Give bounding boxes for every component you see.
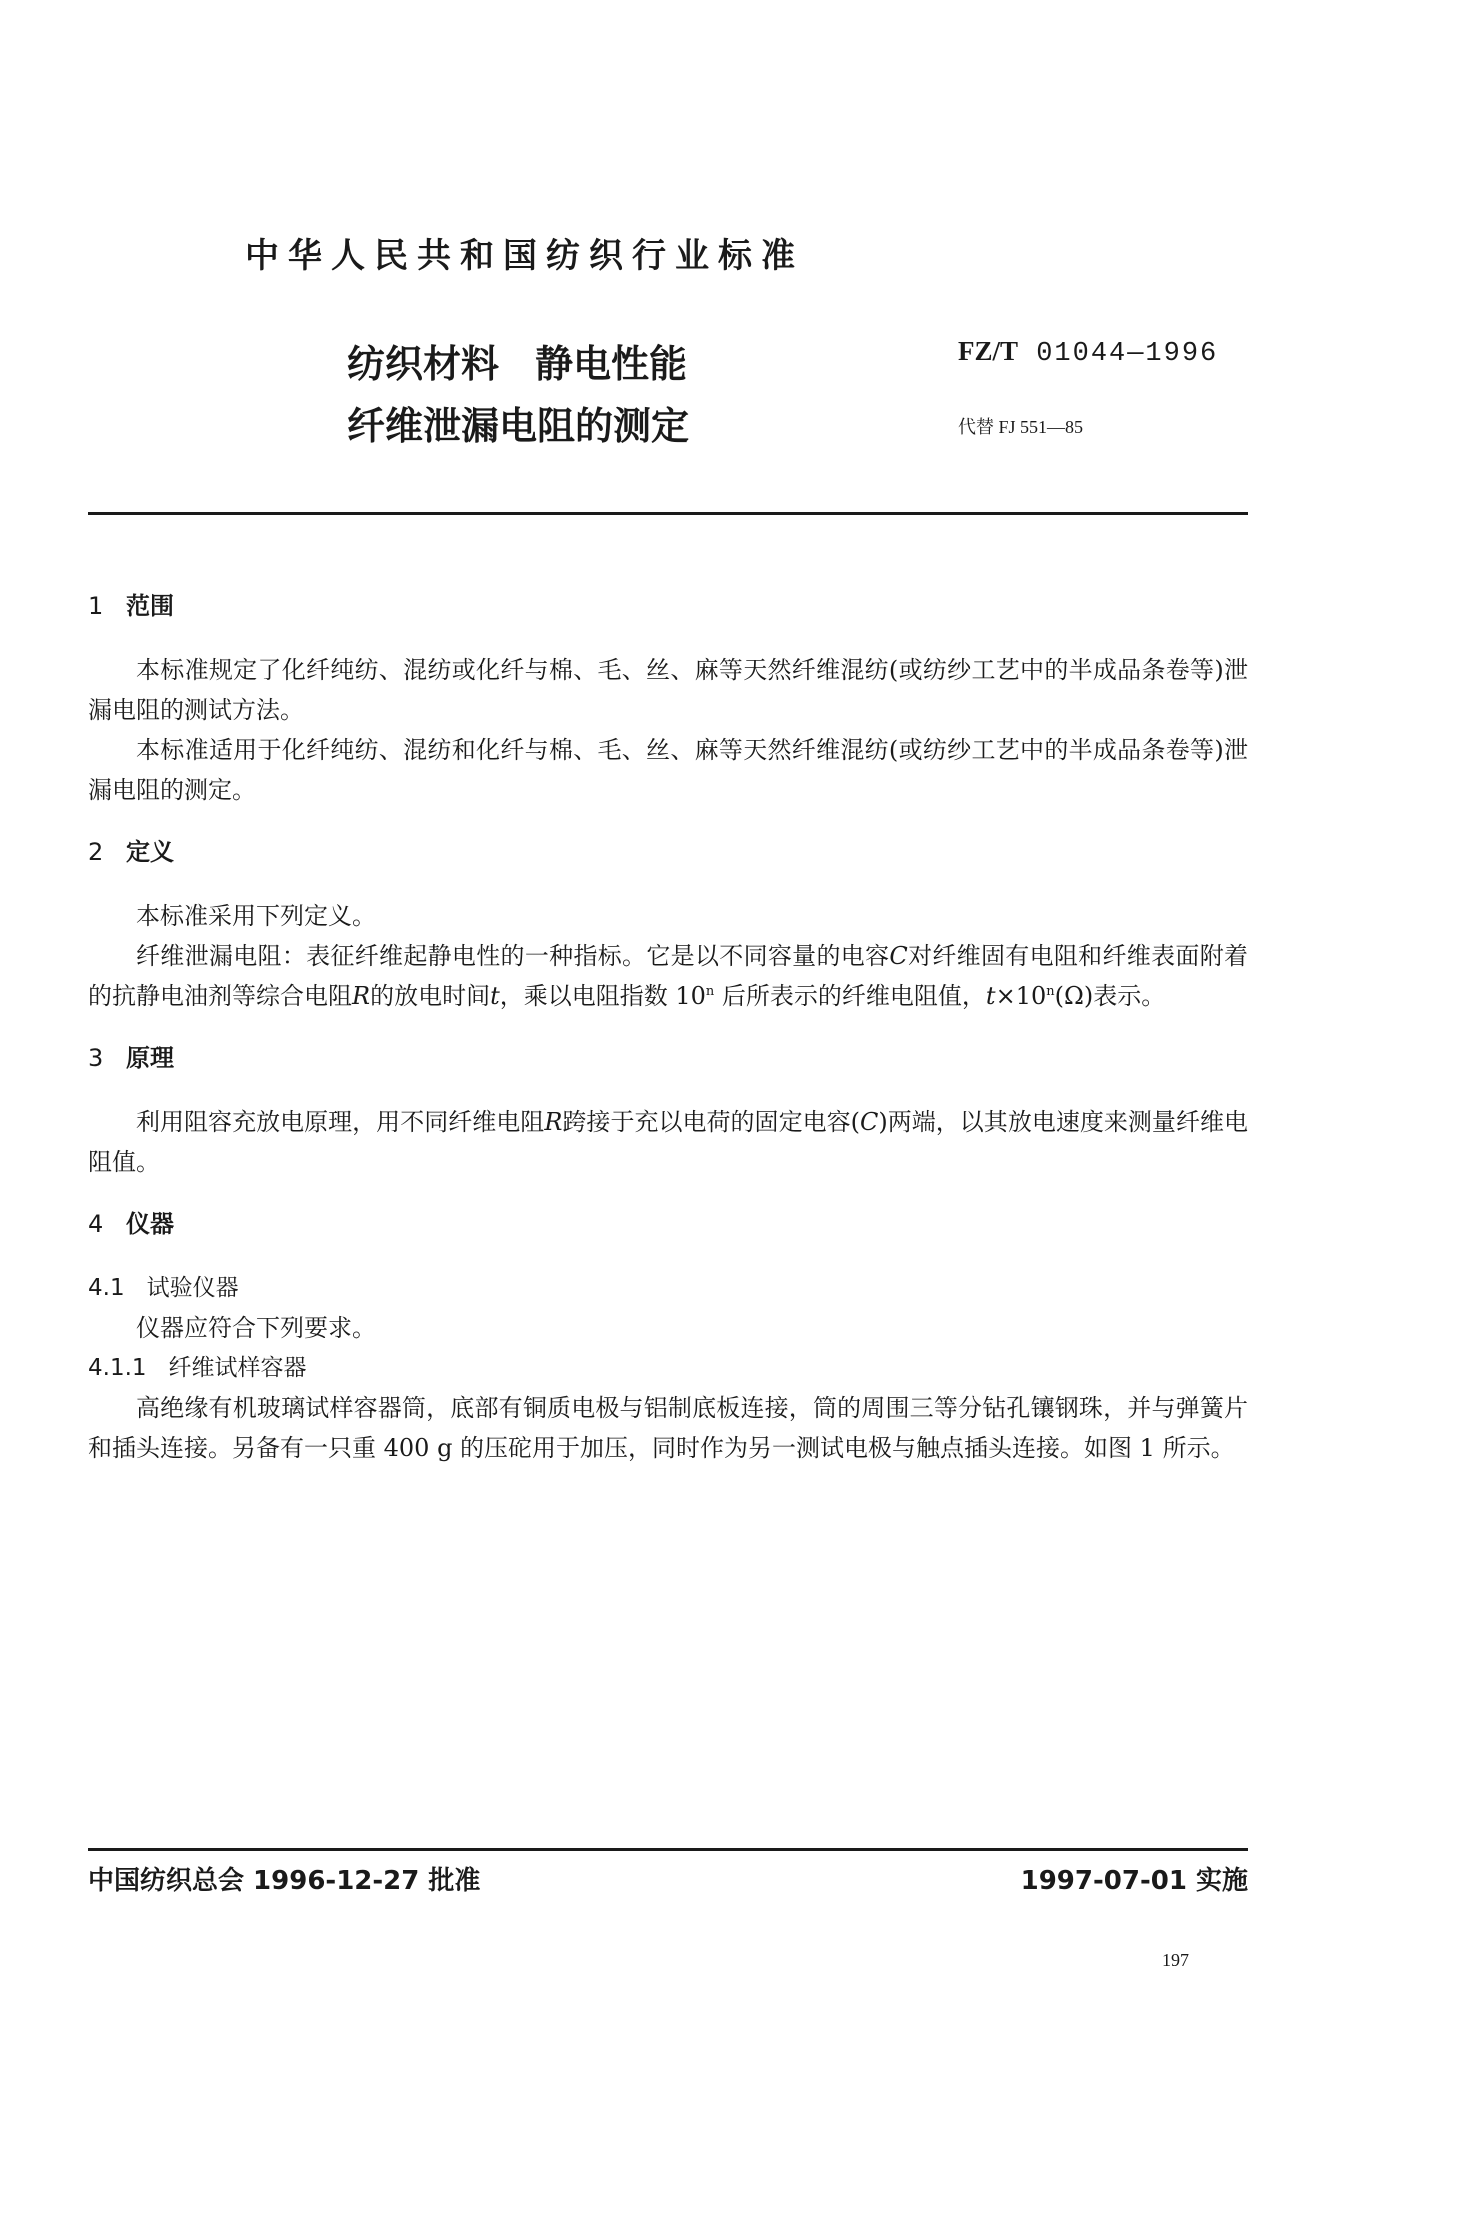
scope-paragraph-1: 本标准规定了化纤纯纺、混纺或化纤与棉、毛、丝、麻等天然纤维混纺(或纺纱工艺中的半成品条卷等)泄漏电阻的测试方法。	[88, 656, 1248, 724]
replaces-standard: 代替 FJ 551—85	[958, 417, 1084, 437]
text-run: 跨接于充以电荷的固定电容(	[562, 1108, 860, 1136]
text-run: ，乘以电阻指数 10	[499, 982, 706, 1010]
title-part-materials: 纺织材料	[347, 342, 500, 386]
standard-code-prefix: FZ/T	[958, 336, 1019, 366]
subsection-title: 试验仪器	[146, 1275, 239, 1301]
principle-paragraph	[88, 1102, 1248, 1182]
variable-r: R	[544, 1108, 563, 1136]
definition-paragraph-1: 本标准采用下列定义。	[136, 902, 376, 930]
section-title: 定义	[126, 838, 174, 866]
section-title: 范围	[126, 592, 174, 620]
section-heading-definition	[88, 832, 1248, 872]
document-title-line1	[347, 333, 689, 395]
variable-t: t	[985, 982, 996, 1010]
subsection-number: 4.1	[88, 1275, 125, 1301]
variable-c: C	[889, 942, 908, 970]
header-divider	[88, 512, 1248, 515]
document-title-line2: 纤维泄漏电阻的测定	[347, 404, 690, 448]
scope-paragraph-2: 本标准适用于化纤纯纺、混纺和化纤与棉、毛、丝、麻等天然纤维混纺(或纺纱工艺中的半成品条卷等)泄漏电阻的测定。	[88, 736, 1248, 804]
variable-t: t	[490, 982, 500, 1010]
exponent-n: n	[1046, 984, 1055, 999]
text-run: 后所表示的纤维电阻值，	[714, 982, 986, 1010]
document-title	[347, 333, 689, 457]
section-title: 原理	[126, 1044, 174, 1072]
document-body	[88, 586, 1248, 1468]
text-run: 纤维泄漏电阻：表征纤维起静电性的一种指标。它是以不同容量的电容	[136, 942, 890, 970]
standard-code	[958, 336, 1218, 369]
section-number: 1	[88, 592, 104, 620]
section-number: 3	[88, 1044, 104, 1072]
page-number: 197	[1162, 1950, 1189, 1970]
text-run: ×10	[995, 982, 1047, 1010]
footer-divider	[88, 1848, 1248, 1851]
subsection-title: 纤维试样容器	[168, 1355, 307, 1381]
gov-standard-title: 中华人民共和国纺织行业标准	[245, 236, 804, 276]
text-run: 的放电时间	[370, 982, 491, 1010]
section-title: 仪器	[126, 1210, 174, 1238]
section-number: 4	[88, 1210, 104, 1238]
text-run: 对纤维固有电阻和纤维表面附着的抗静电油剂等综合电阻	[88, 942, 1249, 1010]
section-heading-principle	[88, 1038, 1248, 1078]
section-heading-scope	[88, 586, 1248, 626]
subsection-heading-4-1	[88, 1268, 1248, 1308]
sample-container-paragraph: 高绝缘有机玻璃试样容器筒，底部有铜质电极与铝制底板连接，筒的周围三等分钻孔镶钢珠，并与弹簧片和插头连接。另备有一只重 400 g 的压砣用于加压，同时作为另一测试电极与触点插头连接。如图 1 所示。	[88, 1394, 1248, 1462]
variable-c: C	[859, 1108, 879, 1136]
subsection-heading-4-1-1	[88, 1348, 1248, 1388]
variable-r: R	[352, 982, 371, 1010]
exponent-n: n	[705, 984, 715, 999]
standard-code-number: 01044—1996	[1036, 339, 1219, 369]
approval-date: 中国纺织总会 1996-12-27 批准	[88, 1866, 481, 1896]
section-heading-apparatus	[88, 1204, 1248, 1244]
title-part-electrostatic: 静电性能	[535, 342, 688, 386]
text-run: )两端，以其放电速度来测量纤维电阻值。	[88, 1108, 1248, 1176]
apparatus-paragraph: 仪器应符合下列要求。	[136, 1314, 376, 1342]
effective-date: 1997-07-01 实施	[1020, 1866, 1248, 1896]
definition-paragraph-2	[88, 936, 1248, 1016]
subsection-number: 4.1.1	[88, 1355, 147, 1381]
section-number: 2	[88, 838, 104, 866]
text-run: (Ω)表示。	[1054, 982, 1166, 1010]
text-run: 利用阻容充放电原理，用不同纤维电阻	[136, 1108, 545, 1136]
